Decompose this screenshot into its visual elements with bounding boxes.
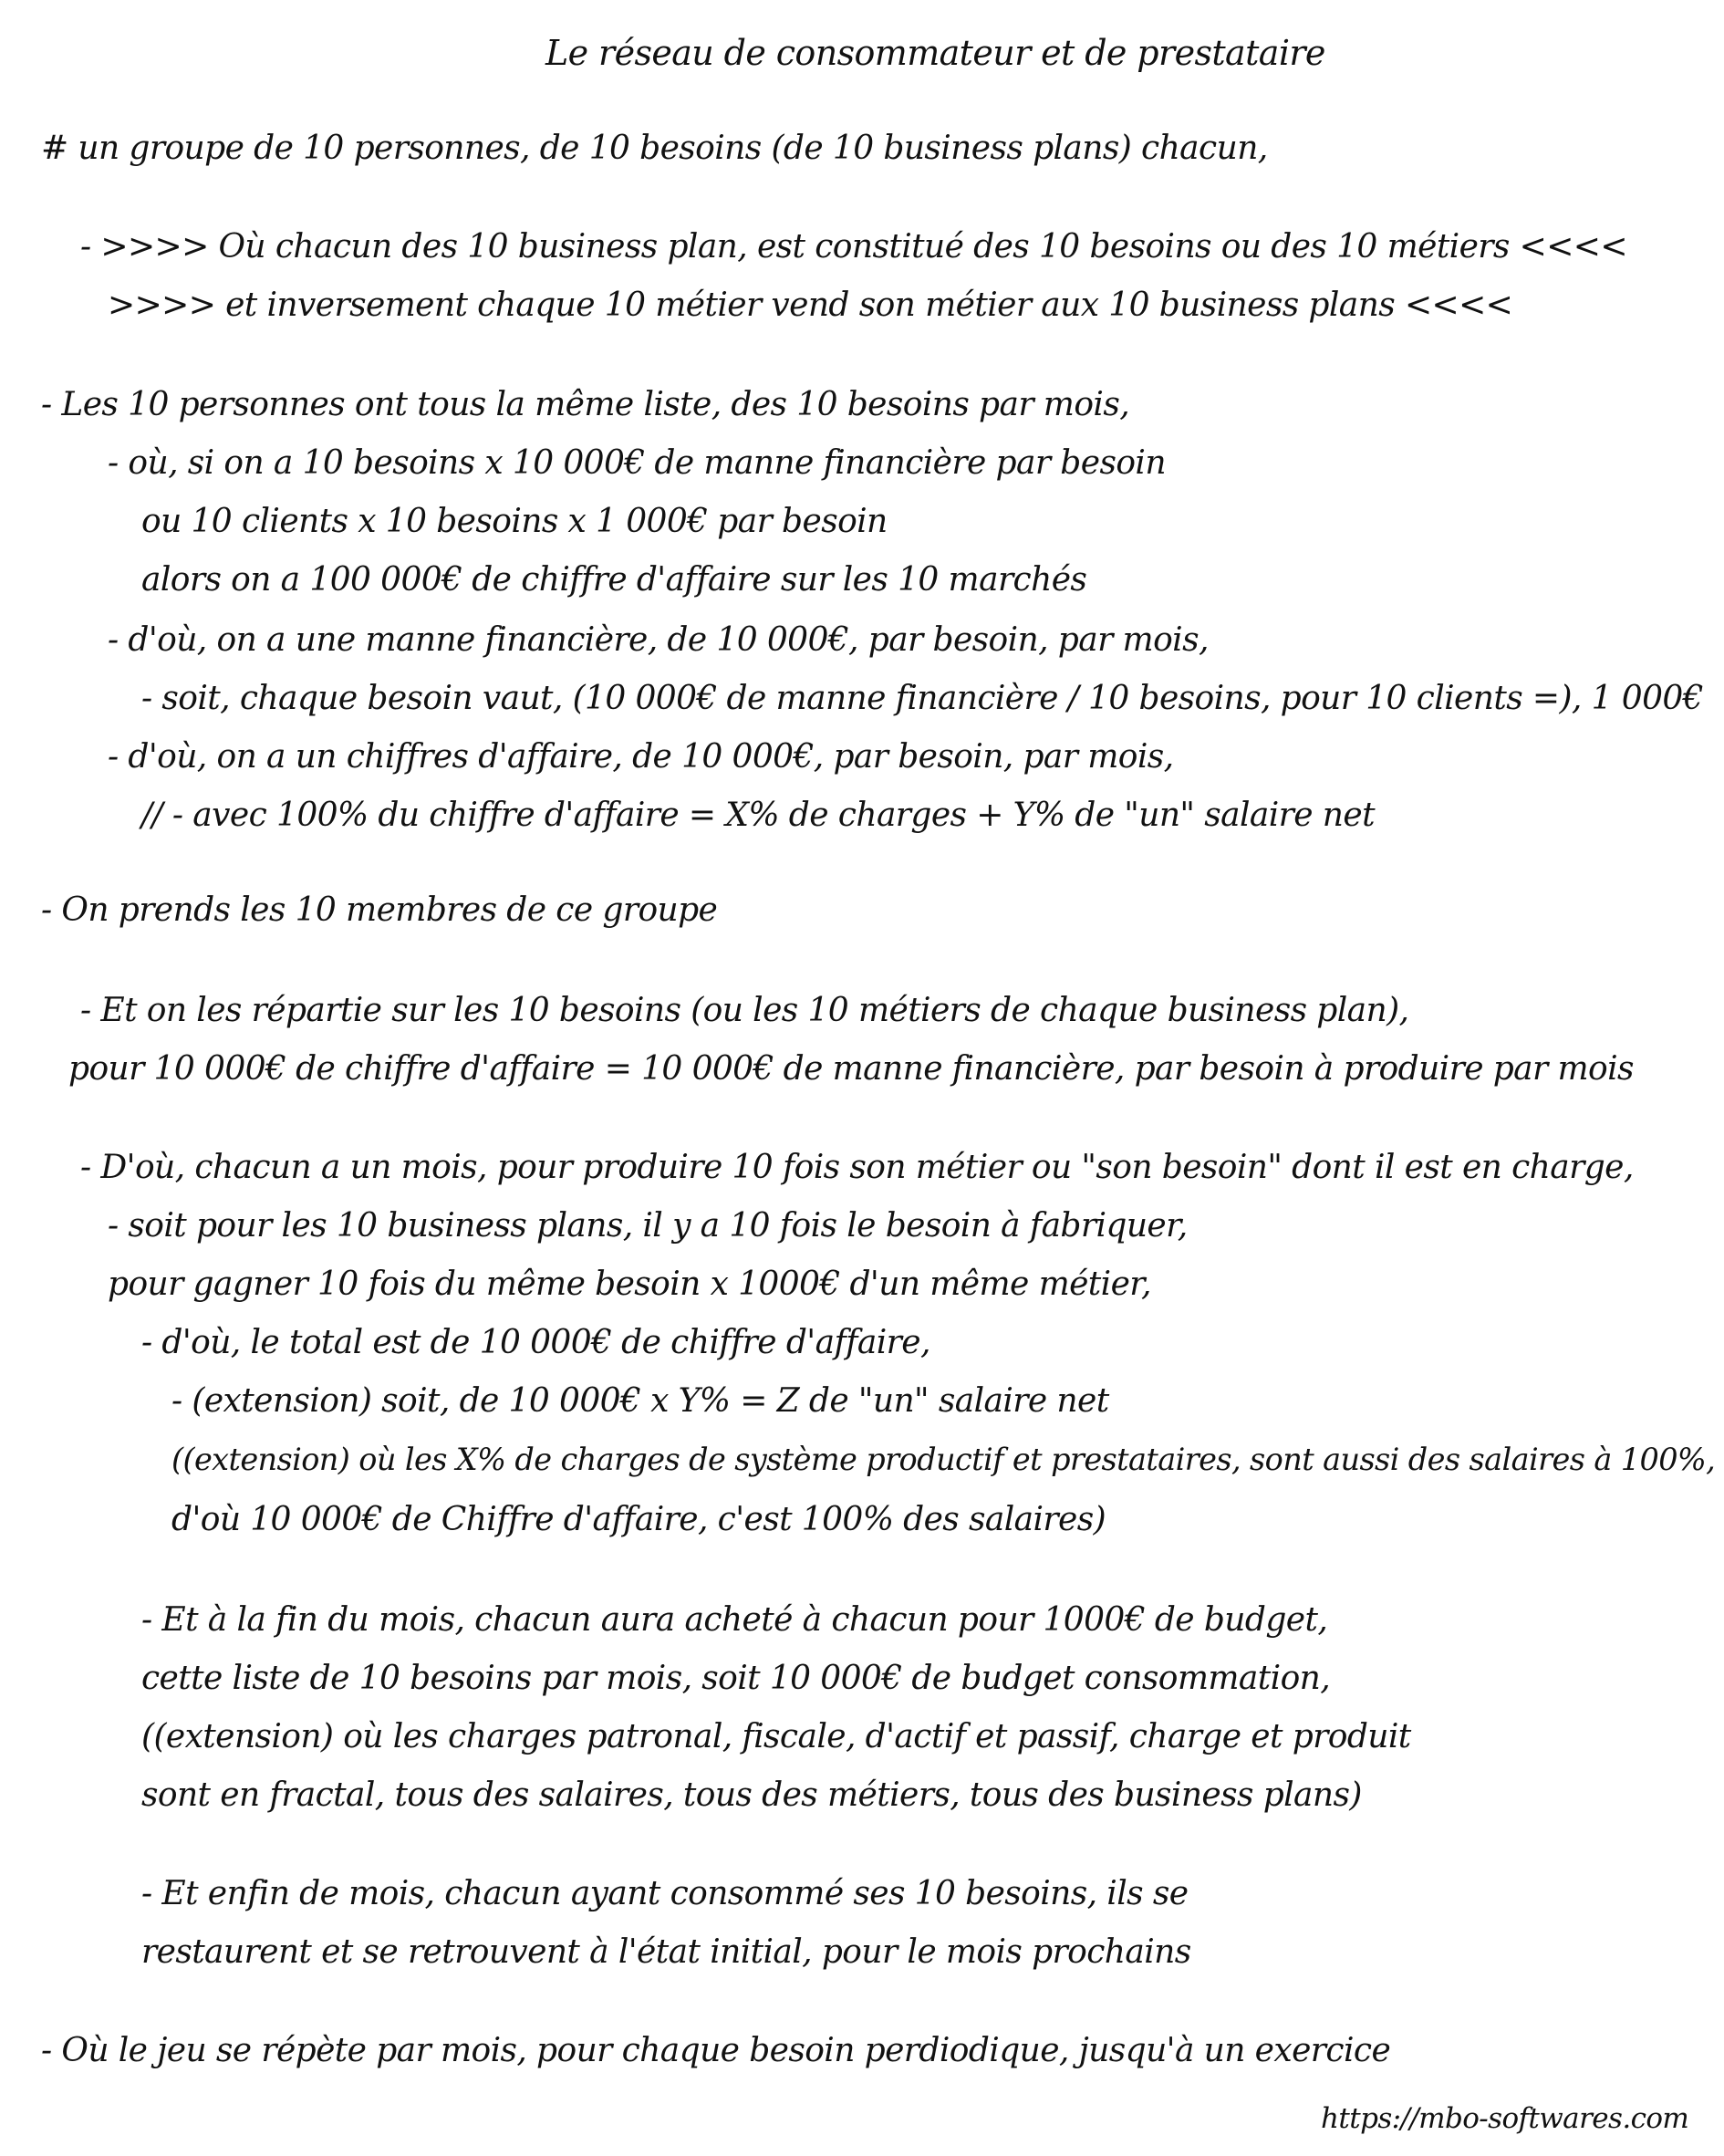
text-line: - d'où, on a une manne financière, de 10 000€, par besoin, par mois, bbox=[108, 621, 1209, 659]
text-line: - On prends les 10 membres de ce groupe bbox=[41, 891, 718, 929]
text-line: - Où le jeu se répète par mois, pour chaque besoin perdiodique, jusqu'à un exercice bbox=[41, 2032, 1391, 2069]
text-line: pour gagner 10 fois du même besoin x 1000€ d'un même métier, bbox=[108, 1265, 1151, 1303]
text-line: - Et on les répartie sur les 10 besoins (ou les 10 métiers de chaque business plan), bbox=[80, 992, 1409, 1029]
text-line: - Les 10 personnes ont tous la même liste, des 10 besoins par mois, bbox=[41, 386, 1130, 423]
text-line: - Et à la fin du mois, chacun aura acheté à chacun pour 1000€ de budget, bbox=[141, 1601, 1328, 1639]
text-line: - Et enfin de mois, chacun ayant consommé ses 10 besoins, ils se bbox=[141, 1875, 1189, 1912]
website-url: https://mbo-softwares.com bbox=[1321, 2102, 1689, 2135]
text-line: - soit, chaque besoin vaut, (10 000€ de manne financière / 10 besoins, pour 10 clients =), 1 000€ bbox=[141, 680, 1703, 717]
text-line: pour 10 000€ de chiffre d'affaire = 10 000€ de manne financière, par besoin à produire par mois bbox=[68, 1050, 1634, 1088]
text-line: - d'où, le total est de 10 000€ de chiffre d'affaire, bbox=[141, 1324, 930, 1361]
text-line: cette liste de 10 besoins par mois, soit 10 000€ de budget consommation, bbox=[141, 1660, 1331, 1697]
text-line: - où, si on a 10 besoins x 10 000€ de manne financière par besoin bbox=[108, 444, 1166, 482]
text-line: alors on a 100 000€ de chiffre d'affaire sur les 10 marchés bbox=[141, 561, 1087, 599]
text-line: - >>>> Où chacun des 10 business plan, est constitué des 10 besoins ou des 10 métiers <<<< bbox=[80, 228, 1627, 266]
text-line: # un groupe de 10 personnes, de 10 besoins (de 10 business plans) chacun, bbox=[41, 130, 1268, 167]
document-title: Le réseau de consommateur et de prestataire bbox=[545, 33, 1325, 73]
text-line: - soit pour les 10 business plans, il y a 10 fois le besoin à fabriquer, bbox=[108, 1207, 1188, 1245]
text-line: restaurent et se retrouvent à l'état initial, pour le mois prochains bbox=[141, 1933, 1191, 1971]
text-line: - (extension) soit, de 10 000€ x Y% = Z de "un" salaire net bbox=[171, 1382, 1109, 1420]
text-line: >>>> et inversement chaque 10 métier vend son métier aux 10 business plans <<<< bbox=[108, 286, 1513, 324]
text-line: d'où 10 000€ de Chiffre d'affaire, c'est 100% des salaires) bbox=[171, 1501, 1106, 1538]
text-line: sont en fractal, tous des salaires, tous des métiers, tous des business plans) bbox=[141, 1776, 1362, 1814]
text-line: ou 10 clients x 10 besoins x 1 000€ par besoin bbox=[141, 503, 888, 540]
text-line: - D'où, chacun a un mois, pour produire 10 fois son métier ou "son besoin" dont il est en charge, bbox=[80, 1149, 1634, 1186]
text-line: - d'où, on a un chiffres d'affaire, de 10 000€, par besoin, par mois, bbox=[108, 738, 1174, 776]
text-line: ((extension) où les X% de charges de système productif et prestataires, sont aussi des salaires à 100%, bbox=[171, 1442, 1716, 1477]
text-line: ((extension) où les charges patronal, fiscale, d'actif et passif, charge et produit bbox=[141, 1718, 1411, 1755]
text-line: // - avec 100% du chiffre d'affaire = X% de charges + Y% de "un" salaire net bbox=[141, 797, 1375, 834]
